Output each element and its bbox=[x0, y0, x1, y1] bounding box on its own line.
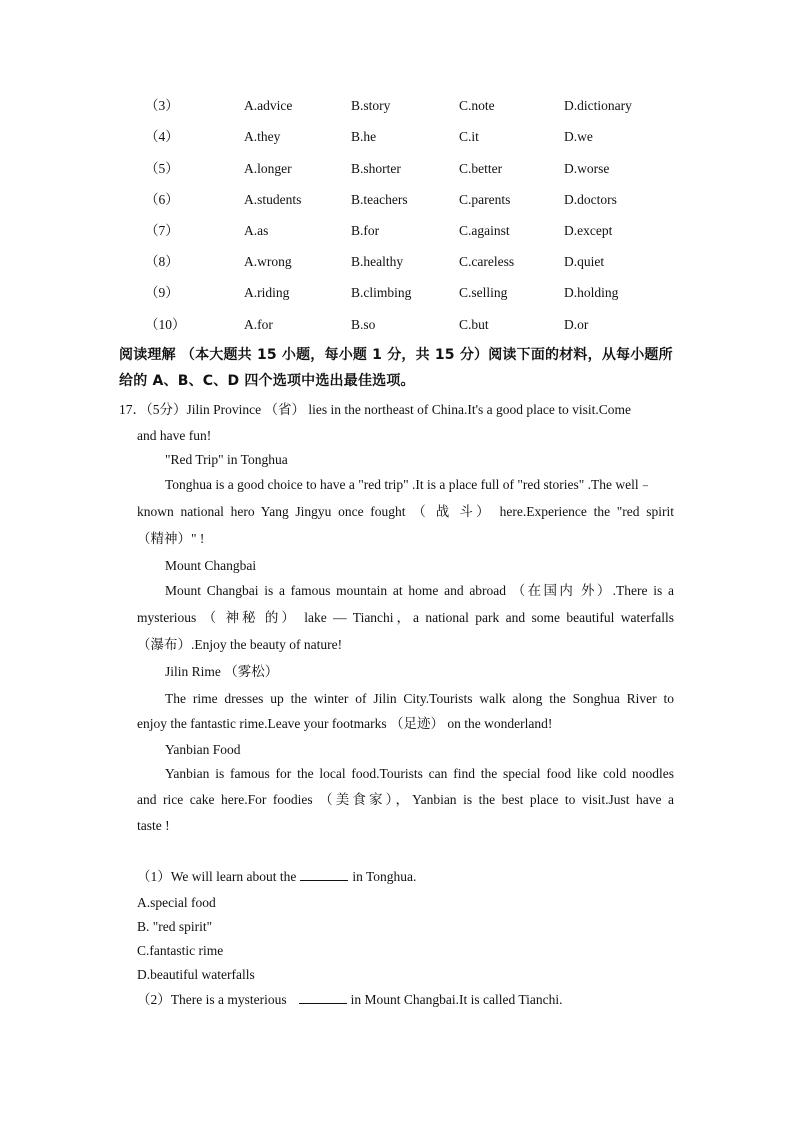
option-d: D.we bbox=[564, 129, 593, 144]
question-number: （3） bbox=[145, 98, 179, 113]
option-a: A.as bbox=[244, 223, 269, 238]
option-row bbox=[0, 221, 794, 241]
question-number: （6） bbox=[145, 192, 179, 207]
option-c: C.selling bbox=[459, 285, 508, 300]
question-number: （7） bbox=[145, 223, 179, 238]
option-a: A.wrong bbox=[244, 254, 292, 269]
option-b: B.for bbox=[351, 223, 380, 238]
passage-intro-line: 17．（5分）Jilin Province （省） lies in the northeast of China.It's a good place to visit.Come bbox=[119, 402, 631, 417]
passage-line: taste ! bbox=[137, 818, 170, 833]
question-2 bbox=[137, 990, 562, 1010]
option-b: B.he bbox=[351, 129, 377, 144]
question-number: （8） bbox=[145, 254, 179, 269]
option-c: C.parents bbox=[459, 192, 511, 207]
passage-intro-line: and have fun! bbox=[137, 428, 212, 443]
option-b: B.story bbox=[351, 98, 391, 113]
option-b: B.healthy bbox=[351, 254, 404, 269]
section-heading: 阅读理解 （本大题共 15 小题，每小题 1 分，共 15 分）阅读下面的材料，从每小题所给的 A、B、C、D 四个选项中选出最佳选项。 bbox=[119, 347, 673, 389]
passage-line: The rime dresses up the winter of Jilin City.Tourists walk along the Songhua River to bbox=[165, 691, 674, 706]
section-title-changbai: Mount Changbai bbox=[165, 558, 257, 573]
option-b: B.teachers bbox=[351, 192, 408, 207]
question-1-stem-end: in Tonghua. bbox=[352, 869, 417, 884]
option-row bbox=[0, 190, 794, 210]
option-a: A.students bbox=[244, 192, 302, 207]
question-2-stem-end: in Mount Changbai.It is called Tianchi. bbox=[350, 992, 563, 1007]
option-b: B.climbing bbox=[351, 285, 412, 300]
question-1-option-c: C.fantastic rime bbox=[137, 943, 224, 958]
option-d: D.worse bbox=[564, 161, 610, 176]
passage-line: （瀑布）.Enjoy the beauty of nature! bbox=[137, 637, 343, 652]
option-c: C.but bbox=[459, 317, 489, 332]
option-b: B.shorter bbox=[351, 161, 401, 176]
question-number: （9） bbox=[145, 285, 179, 300]
passage-line: （精神）" ! bbox=[137, 531, 205, 546]
option-c: C.careless bbox=[459, 254, 515, 269]
option-c: C.against bbox=[459, 223, 510, 238]
passage-line: mysterious （ 神秘 的） lake — Tianchi，a national park and some beautiful waterfalls bbox=[137, 610, 674, 625]
option-a: A.riding bbox=[244, 285, 290, 300]
section-title-yanbian: Yanbian Food bbox=[165, 742, 241, 757]
passage-line: Tonghua is a good choice to have a "red trip" .It is a place full of "red stories" .The well﹣ bbox=[165, 477, 653, 492]
section-title-red-trip: "Red Trip" in Tonghua bbox=[165, 452, 288, 467]
option-b: B.so bbox=[351, 317, 376, 332]
answer-blank[interactable] bbox=[300, 867, 348, 881]
option-c: C.note bbox=[459, 98, 495, 113]
option-row bbox=[0, 252, 794, 272]
question-1-option-d: D.beautiful waterfalls bbox=[137, 967, 255, 982]
question-number: （5） bbox=[145, 161, 179, 176]
question-number: （4） bbox=[145, 129, 179, 144]
answer-blank[interactable] bbox=[299, 990, 347, 1004]
option-row bbox=[0, 127, 794, 147]
option-d: D.or bbox=[564, 317, 589, 332]
question-1-option-b: B. "red spirit" bbox=[137, 919, 213, 934]
passage-line: Mount Changbai is a famous mountain at home and abroad （在国内 外）.There is a bbox=[165, 583, 674, 598]
option-d: D.except bbox=[564, 223, 613, 238]
option-d: D.doctors bbox=[564, 192, 617, 207]
option-a: A.for bbox=[244, 317, 273, 332]
option-row bbox=[0, 159, 794, 179]
option-a: A.longer bbox=[244, 161, 292, 176]
passage-line: known national hero Yang Jingyu once fought （ 战 斗） here.Experience the "red spirit bbox=[137, 504, 674, 519]
passage-line: enjoy the fantastic rime.Leave your footmarks （足迹） on the wonderland! bbox=[137, 716, 553, 731]
passage-line: Yanbian is famous for the local food.Tourists can find the special food like cold noodles bbox=[165, 766, 674, 781]
question-1-option-a: A.special food bbox=[137, 895, 216, 910]
option-d: D.quiet bbox=[564, 254, 605, 269]
option-row bbox=[0, 315, 794, 335]
question-2-stem: （2）There is a mysterious bbox=[137, 992, 287, 1007]
option-a: A.they bbox=[244, 129, 281, 144]
option-c: C.it bbox=[459, 129, 479, 144]
option-c: C.better bbox=[459, 161, 503, 176]
question-number: （10） bbox=[145, 317, 186, 332]
section-title-rime: Jilin Rime （雾松） bbox=[165, 664, 279, 679]
question-1 bbox=[137, 867, 416, 887]
option-d: D.dictionary bbox=[564, 98, 632, 113]
passage-line: and rice cake here.For foodies （美食家），Yanbian is the best place to visit.Just have a bbox=[137, 792, 674, 807]
option-a: A.advice bbox=[244, 98, 293, 113]
question-1-stem: （1）We will learn about the bbox=[137, 869, 297, 884]
option-row bbox=[0, 283, 794, 303]
option-row bbox=[0, 96, 794, 116]
option-d: D.holding bbox=[564, 285, 619, 300]
